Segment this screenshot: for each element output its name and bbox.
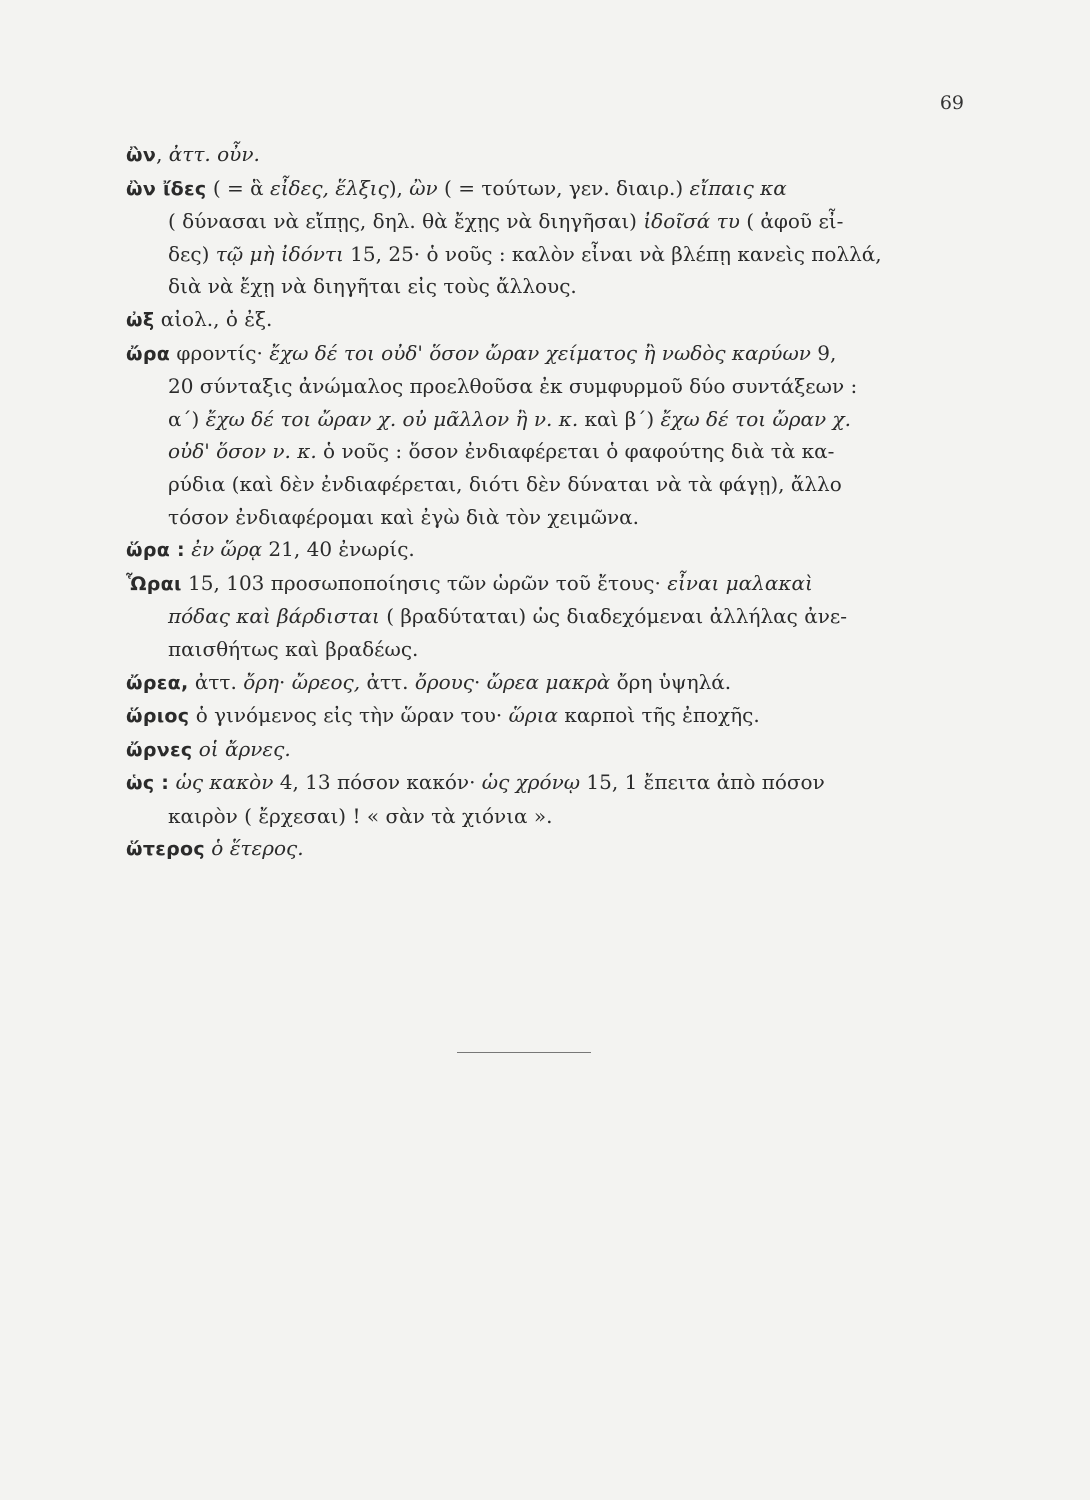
entry-text: καὶ β΄) bbox=[578, 406, 661, 431]
entry-continuation-line bbox=[126, 205, 956, 238]
italic-text: ὡς κακὸν bbox=[175, 770, 274, 795]
entry-continuation-line bbox=[126, 800, 956, 833]
entry-text: φροντίς· bbox=[170, 340, 270, 365]
entry-first-line bbox=[126, 138, 956, 172]
entry-continuation-line bbox=[126, 600, 956, 633]
italic-text: τῷ μὴ ἰδόντι bbox=[215, 241, 344, 266]
entry-text: ὁ νοῦς : ὅσον ἐνδιαφέρεται ὁ φαφούτης διὰ τὰ κα- bbox=[316, 439, 835, 464]
italic-text: οὐδ' ὅσον ν. κ. bbox=[168, 439, 317, 464]
glossary-entry bbox=[126, 733, 956, 767]
entry-text: α΄) bbox=[168, 406, 206, 431]
entry-first-line bbox=[126, 567, 956, 601]
entry-text: ( βραδύταται) ὡς διαδεχόμεναι ἀλλήλας ἀνε- bbox=[379, 604, 847, 629]
headword: Ὧραι bbox=[126, 572, 182, 595]
glossary-entry bbox=[126, 138, 956, 172]
headword: ὢν bbox=[126, 144, 157, 166]
italic-text: ὥρια bbox=[508, 703, 559, 728]
entry-text: ), bbox=[388, 175, 410, 200]
headword: ὤρεα, bbox=[126, 671, 189, 694]
glossary-entry bbox=[126, 303, 956, 337]
italic-text: ὡς χρόνῳ bbox=[481, 770, 581, 795]
headword: ὥτερος bbox=[126, 838, 205, 861]
entry-first-line bbox=[126, 733, 956, 767]
entry-text: παισθήτως καὶ βραδέως. bbox=[168, 636, 419, 661]
italic-text: ὄρους bbox=[414, 669, 475, 694]
italic-text: ὄρη bbox=[243, 669, 279, 694]
entry-text: ( = ἃ bbox=[206, 175, 270, 200]
entry-text: 20 σύνταξις ἀνώμαλος προελθοῦσα ἐκ συμφυρμοῦ δύο συντάξεων : bbox=[168, 374, 858, 399]
headword: ὠξ bbox=[126, 308, 155, 331]
entry-text: καρποὶ τῆς ἐποχῆς. bbox=[558, 703, 760, 728]
entry-text: ( ἀφοῦ εἶ- bbox=[739, 209, 844, 234]
italic-text: εἶναι μαλακαὶ bbox=[667, 570, 813, 595]
entry-continuation-line bbox=[126, 370, 956, 403]
entry-first-line bbox=[126, 303, 956, 337]
italic-text: ἔχω δέ τοι ὤραν χ. οὐ μᾶλλον ἢ ν. κ. bbox=[205, 406, 579, 431]
headword: ὤρνες bbox=[126, 738, 193, 761]
entry-continuation-line bbox=[126, 435, 956, 468]
entry-text: καιρὸν ( ἔρχεσαι) ! « σὰν τὰ χιόνια ». bbox=[168, 803, 553, 828]
glossary-entry bbox=[126, 172, 956, 303]
entry-text: ἀττ. bbox=[360, 669, 415, 694]
glossary-entry bbox=[126, 533, 956, 567]
entry-first-line bbox=[126, 533, 956, 567]
glossary-entry bbox=[126, 337, 956, 534]
entry-first-line bbox=[126, 666, 956, 700]
entry-continuation-line bbox=[126, 633, 956, 666]
italic-text: οἱ ἄρνες. bbox=[198, 736, 291, 761]
entry-continuation-line bbox=[126, 270, 956, 303]
glossary-entry bbox=[126, 832, 956, 866]
italic-text: εἶδες, ἕλξις bbox=[269, 175, 389, 200]
entry-continuation-line bbox=[126, 238, 956, 271]
entry-text: 15, 25· ὁ νοῦς : καλὸν εἶναι νὰ βλέπῃ κανεὶς πολλά, bbox=[343, 241, 882, 266]
end-rule bbox=[457, 1052, 591, 1053]
page-number: 69 bbox=[939, 92, 964, 114]
glossary-entry bbox=[126, 567, 956, 666]
entry-first-line bbox=[126, 337, 956, 371]
entry-text: αἰολ., ὁ ἐξ. bbox=[154, 306, 273, 331]
entry-text: 15, 103 προσωποποίησις τῶν ὡρῶν τοῦ ἔτους· bbox=[181, 570, 668, 595]
entry-text: · bbox=[474, 669, 487, 694]
headword: ὢν ἴδες bbox=[126, 177, 207, 200]
entry-first-line bbox=[126, 699, 956, 733]
italic-text: ὁ ἕτερος. bbox=[211, 836, 304, 861]
entry-text: 4, 13 πόσον κακόν· bbox=[273, 770, 482, 795]
italic-text: ἐν ὥρᾳ bbox=[191, 537, 263, 562]
glossary-entry bbox=[126, 699, 956, 733]
entry-first-line bbox=[126, 766, 956, 800]
italic-text: ἰδοῖσά τυ bbox=[643, 209, 740, 234]
italic-text: ἔχω δέ τοι οὐδ' ὅσον ὤραν χείματος ἢ νωδὸς καρύων bbox=[269, 340, 811, 365]
entry-text: ὄρη ὑψηλά. bbox=[610, 669, 732, 694]
entry-text: τόσον ἐνδιαφέρομαι καὶ ἐγὼ διὰ τὸν χειμῶνα. bbox=[168, 504, 640, 529]
italic-text: ὤρεα μακρὰ bbox=[486, 669, 611, 694]
headword: ὤρα bbox=[126, 342, 171, 365]
glossary-entry bbox=[126, 666, 956, 700]
italic-text: πόδας καὶ βάρδισται bbox=[168, 604, 380, 629]
italic-text: ὤρεος, bbox=[291, 669, 361, 694]
headword: ὥριος bbox=[126, 705, 190, 728]
entry-text: ( = τούτων, γεν. διαιρ.) bbox=[437, 175, 690, 200]
entry-text: 9, bbox=[810, 340, 837, 365]
entry-text: ὁ γινόμενος εἰς τὴν ὥραν του· bbox=[189, 703, 509, 728]
entry-text: 15, 1 ἔπειτα ἀπὸ πόσον bbox=[580, 770, 825, 795]
headword: ὡς : bbox=[126, 772, 170, 795]
entry-text: · bbox=[278, 669, 292, 694]
glossary-entries bbox=[126, 138, 956, 866]
entry-text: , bbox=[156, 142, 169, 166]
entry-text: 21, 40 ἐνωρίς. bbox=[262, 537, 415, 562]
entry-continuation-line bbox=[126, 403, 956, 436]
entry-first-line bbox=[126, 832, 956, 866]
italic-text: ἀττ. οὖν. bbox=[168, 142, 260, 166]
entry-text: ἀττ. bbox=[188, 669, 244, 694]
italic-text: εἴπαις κα bbox=[689, 175, 787, 200]
headword: ὥρα : bbox=[126, 539, 185, 562]
entry-continuation-line bbox=[126, 468, 956, 501]
italic-text: ἔχω δέ τοι ὤραν χ. bbox=[660, 406, 852, 431]
entry-text: ρύδια (καὶ δὲν ἐνδιαφέρεται, διότι δὲν δύναται νὰ τὰ φάγῃ), ἄλλο bbox=[168, 471, 842, 496]
entry-first-line bbox=[126, 172, 956, 206]
italic-text: ὢν bbox=[409, 175, 438, 200]
glossary-entry bbox=[126, 766, 956, 832]
entry-text: δες) bbox=[168, 241, 216, 266]
entry-text: ( δύνασαι νὰ εἴπῃς, δηλ. θὰ ἔχῃς νὰ διηγῆσαι) bbox=[168, 209, 644, 234]
entry-continuation-line bbox=[126, 501, 956, 534]
entry-text: διὰ νὰ ἔχῃ νὰ διηγῆται εἰς τοὺς ἄλλους. bbox=[168, 274, 577, 299]
